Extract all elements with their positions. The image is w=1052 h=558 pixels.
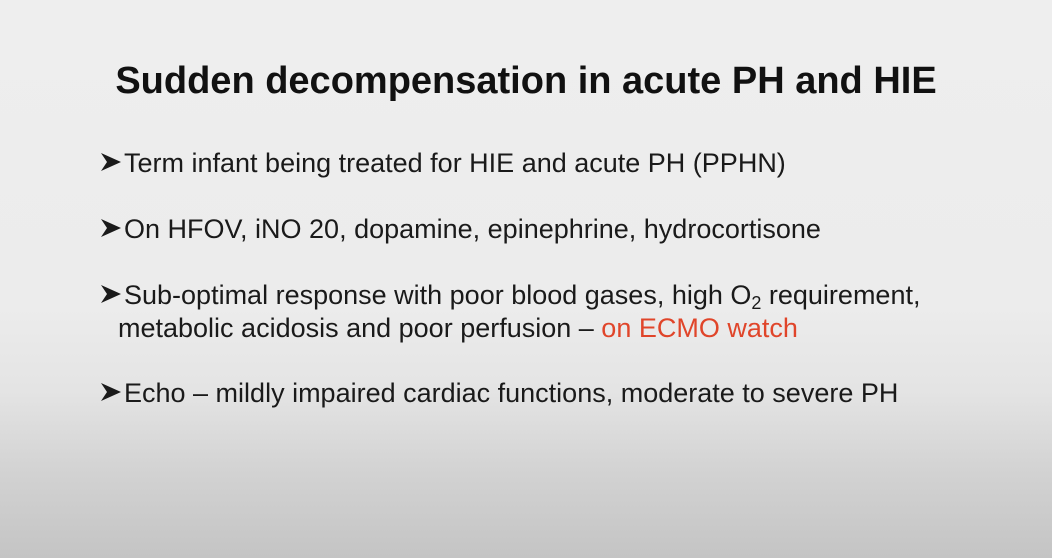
bullet-item (100, 279, 1000, 345)
bullet-text-line2: metabolic acidosis and poor perfusion – (118, 313, 602, 343)
slide-title: Sudden decompensation in acute PH and HIE (115, 60, 937, 102)
bullet-line-1 (100, 279, 1000, 312)
arrowhead-bullet-icon (100, 218, 122, 238)
bullet-text-cont: requirement, (761, 280, 921, 310)
arrowhead-bullet-icon (100, 382, 122, 402)
bullet-text: On HFOV, iNO 20, dopamine, epinephrine, hydrocortisone (124, 214, 821, 244)
arrowhead-bullet-icon (100, 284, 122, 304)
highlight-text: on ECMO watch (601, 313, 798, 343)
bullet-text: Echo – mildly impaired cardiac functions, moderate to severe PH (124, 378, 899, 408)
bullet-text: Term infant being treated for HIE and acute PH (PPHN) (124, 148, 786, 178)
bullet-item (100, 377, 1000, 410)
bullet-text: Sub-optimal response with poor blood gases, high O (124, 280, 752, 310)
arrowhead-bullet-icon (100, 152, 122, 172)
bullet-item (100, 213, 1000, 246)
bullet-item (100, 147, 1000, 180)
bullet-line-2 (100, 312, 1000, 345)
subscript: 2 (751, 293, 762, 313)
